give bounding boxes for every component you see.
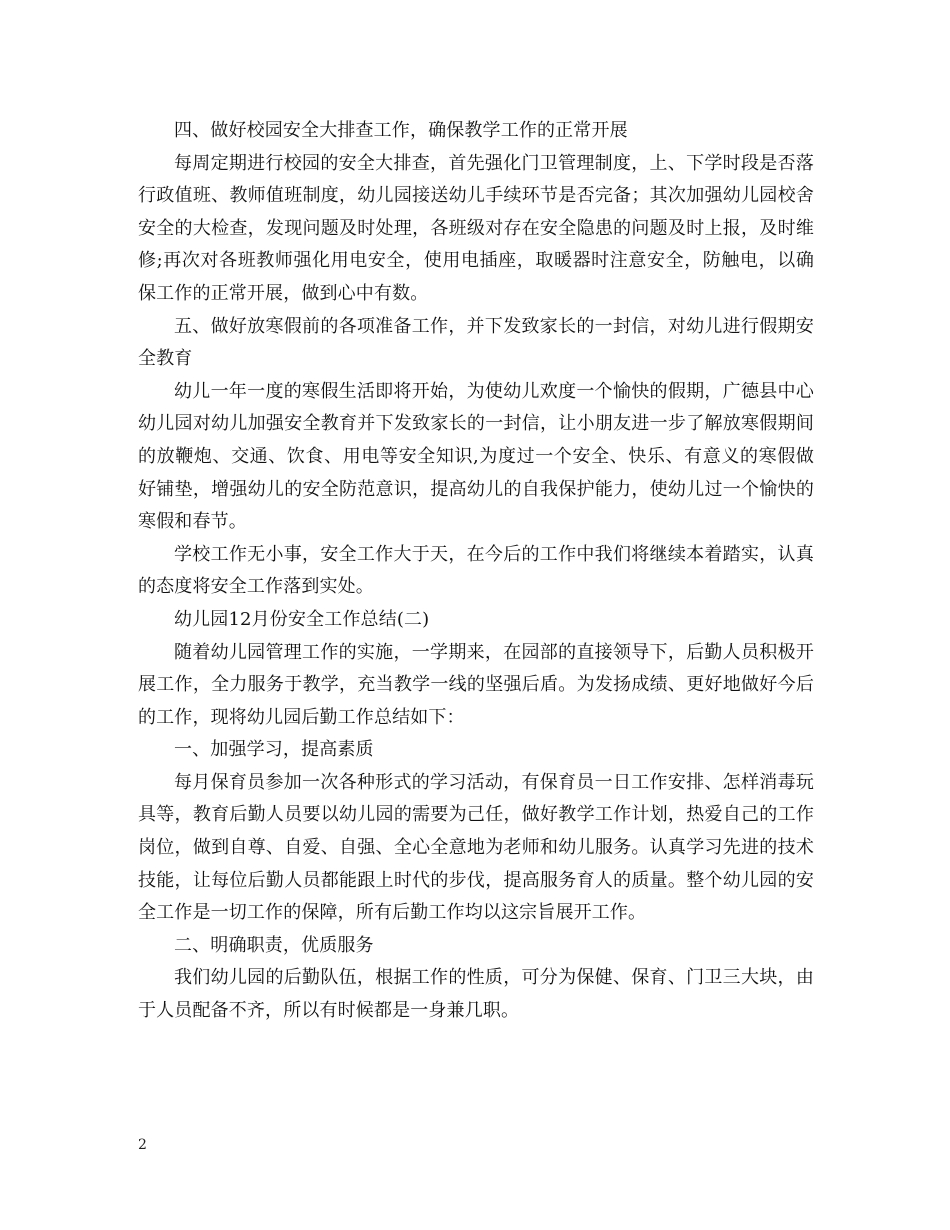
paragraph-winter-break: 幼儿一年一度的寒假生活即将开始，为使幼儿欢度一个愉快的假期，广德县中心幼儿园对幼儿加强安全教育并下发致家长的一封信，让小朋友进一步了解放寒假期间的放鞭炮、交通、饮食、用电等安全知识,为度过一个安全、快乐、有意义的寒假做好铺垫，增强幼儿的安全防范意识，提高幼儿的自我保护能力，使幼儿过一个愉快的寒假和春节。 — [138, 380, 814, 533]
document-body — [138, 115, 814, 1028]
document-subtitle: 幼儿园12月份安全工作总结(二) — [174, 608, 430, 630]
section-heading-two: 二、明确职责，优质服务 — [174, 934, 374, 956]
paragraph-learning: 每月保育员参加一次各种形式的学习活动，有保育员一日工作安排、怎样消毒玩具等，教育后勤人员要以幼儿园的需要为己任，做好教学工作计划，热爱自己的工作岗位，做到自尊、自爱、自强、全心全意地为老师和幼儿服务。认真学习先进的技术技能，让每位后勤人员都能跟上时代的步伐，提高服务育人的质量。整个幼儿园的安全工作是一切工作的保障，所有后勤工作均以这宗旨展开工作。 — [138, 771, 814, 924]
section-heading-five: 五、做好放寒假前的各项准备工作，并下发致家长的一封信，对幼儿进行假期安全教育 — [138, 315, 814, 370]
paragraph-introduction: 随着幼儿园管理工作的实施，一学期来，在园部的直接领导下，后勤人员积极开展工作，全力服务于教学，充当教学一线的坚强后盾。为发扬成绩、更好地做好今后的工作，现将幼儿园后勤工作总结如下： — [138, 641, 814, 728]
page-number: 2 — [138, 1137, 147, 1153]
paragraph-conclusion: 学校工作无小事，安全工作大于天，在今后的工作中我们将继续本着踏实，认真的态度将安全工作落到实处。 — [138, 543, 814, 598]
paragraph-responsibilities: 我们幼儿园的后勤队伍，根据工作的性质，可分为保健、保育、门卫三大块，由于人员配备不齐，所以有时候都是一身兼几职。 — [138, 967, 814, 1022]
section-heading-one: 一、加强学习，提高素质 — [174, 739, 374, 761]
paragraph-safety-inspection: 每周定期进行校园的安全大排查，首先强化门卫管理制度，上、下学时段是否落行政值班、教师值班制度，幼儿园接送幼儿手续环节是否完备；其次加强幼儿园校舍安全的大检查，发现问题及时处理，各班级对存在安全隐患的问题及时上报，及时维修;再次对各班教师强化用电安全，使用电插座，取暖器时注意安全，防触电，以确保工作的正常开展，做到心中有数。 — [138, 152, 814, 304]
section-heading-four: 四、做好校园安全大排查工作，确保教学工作的正常开展 — [174, 120, 628, 141]
